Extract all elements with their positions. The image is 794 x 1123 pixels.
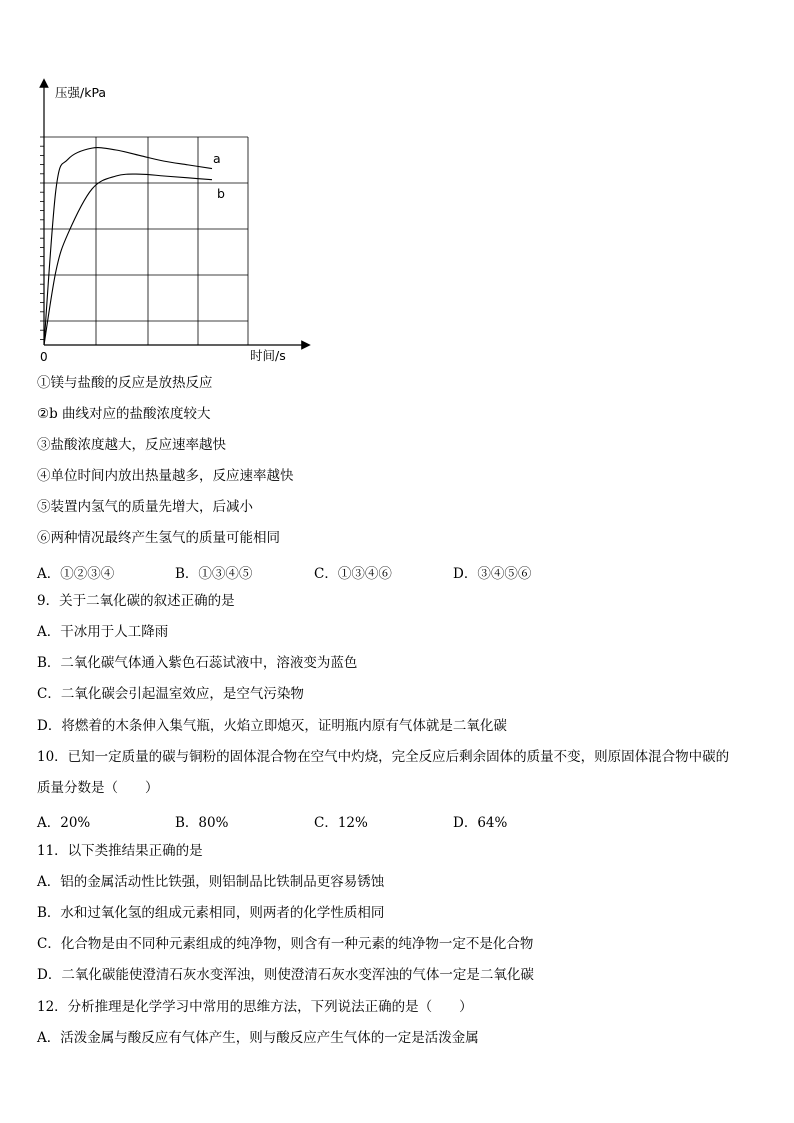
q11-stem: 11．以下类推结果正确的是: [37, 843, 203, 859]
curve-a-label: a: [213, 151, 221, 166]
statement-6: ⑥两种情况最终产生氢气的质量可能相同: [37, 530, 280, 546]
q8-option-d: D．③④⑤⑥: [453, 566, 532, 582]
curve-b-label: b: [217, 186, 225, 201]
q9-option-c: C．二氧化碳会引起温室效应，是空气污染物: [37, 686, 304, 702]
q11-option-b: B．水和过氧化氢的组成元素相同，则两者的化学性质相同: [37, 905, 385, 921]
q8-option-b: B．①③④⑤: [175, 566, 253, 582]
statement-1: ①镁与盐酸的反应是放热反应: [37, 375, 213, 391]
q8-option-c: C．①③④⑥: [314, 566, 392, 582]
q12-option-a: A．活泼金属与酸反应有气体产生，则与酸反应产生气体的一定是活泼金属: [37, 1030, 479, 1046]
y-axis-label: 压强/kPa: [55, 85, 107, 100]
q11-option-c: C．化合物是由不同种元素组成的纯净物，则含有一种元素的纯净物一定不是化合物: [37, 936, 534, 952]
grid: [44, 137, 248, 345]
statement-4: ④单位时间内放出热量越多，反应速率越快: [37, 468, 294, 484]
origin-label: 0: [40, 350, 48, 364]
q9-option-d: D．将燃着的木条伸入集气瓶，火焰立即熄灭，证明瓶内原有气体就是二氧化碳: [37, 718, 507, 734]
q9-option-b: B．二氧化碳气体通入紫色石蕊试液中，溶液变为蓝色: [37, 655, 358, 671]
q12-stem: 12．分析推理是化学学习中常用的思维方法，下列说法正确的是（ ）: [37, 999, 473, 1015]
statement-3: ③盐酸浓度越大，反应速率越快: [37, 437, 226, 453]
q10-option-b: B．80%: [175, 815, 229, 831]
q10-option-a: A．20%: [37, 815, 91, 831]
curve-b: [44, 174, 212, 345]
q10-option-d: D．64%: [453, 815, 508, 831]
q9-option-a: A．干冰用于人工降雨: [37, 624, 169, 640]
x-axis-label: 时间/s: [250, 348, 286, 363]
q8-option-a: A．①②③④: [37, 566, 115, 582]
statement-2: ②b 曲线对应的盐酸浓度较大: [37, 406, 211, 422]
q10-option-c: C．12%: [314, 815, 368, 831]
q10-stem-line1: 10．已知一定质量的碳与铜粉的固体混合物在空气中灼烧，完全反应后剩余固体的质量不变，则原固体混合物中碳的: [37, 749, 730, 765]
q10-stem-line2: 质量分数是（ ）: [37, 780, 159, 796]
q11-option-a: A．铝的金属活动性比铁强，则铝制品比铁制品更容易锈蚀: [37, 874, 385, 890]
q9-stem: 9．关于二氧化碳的叙述正确的是: [37, 593, 235, 609]
q11-option-d: D．二氧化碳能使澄清石灰水变浑浊，则使澄清石灰水变浑浊的气体一定是二氧化碳: [37, 967, 534, 983]
statement-5: ⑤装置内氢气的质量先增大，后减小: [37, 499, 253, 515]
pressure-time-chart: [0, 0, 794, 370]
